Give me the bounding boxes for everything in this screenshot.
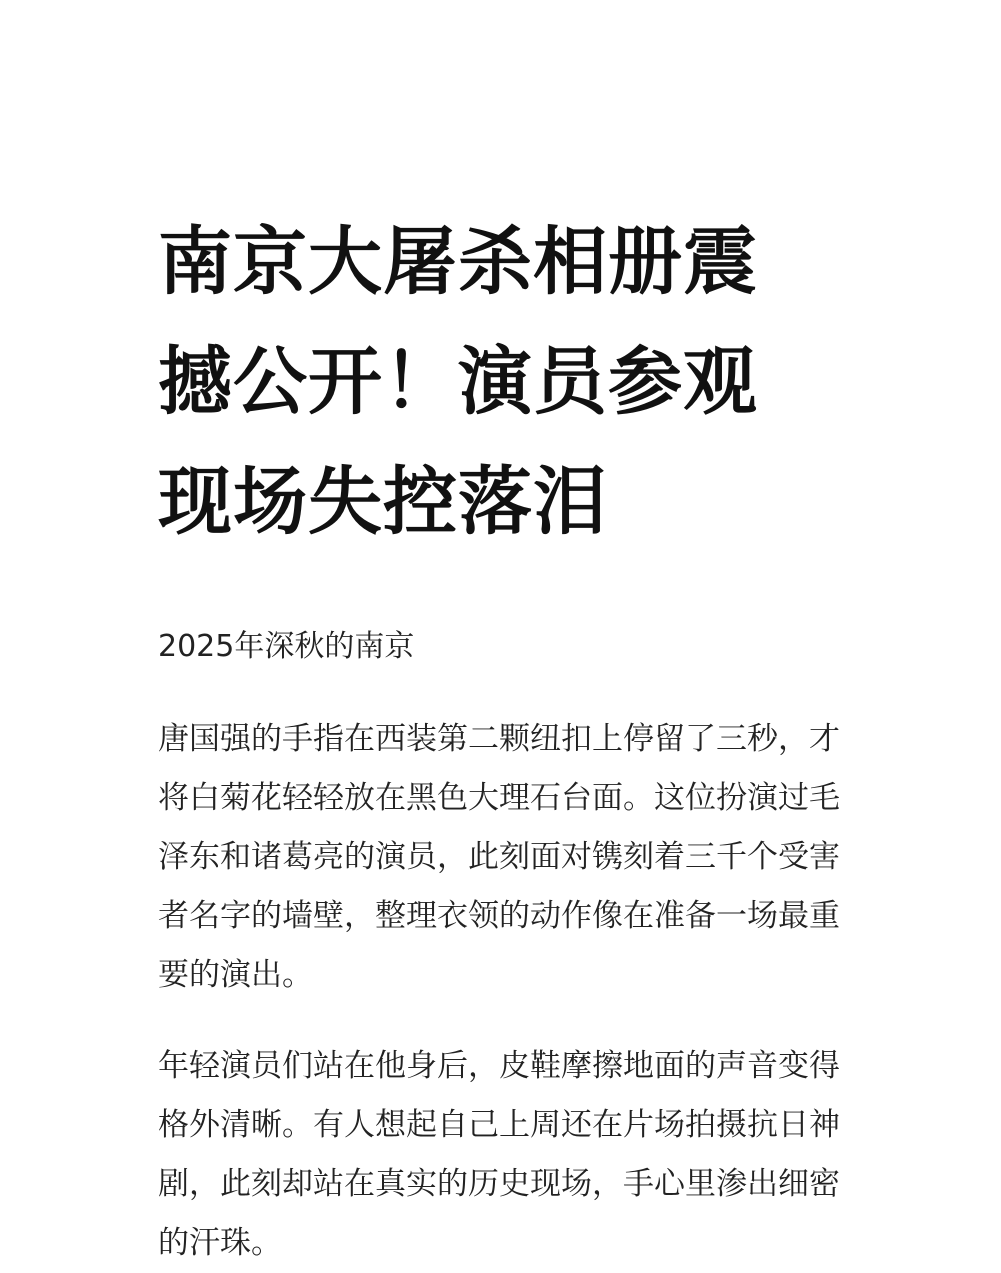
paragraph-line: 唐国强的手指在西装第二颗纽扣上停留了三秒，才 xyxy=(158,721,840,757)
paragraph-line: 格外清晰。有人想起自己上周还在片场拍摄抗日神 xyxy=(158,1107,840,1143)
dateline: 2025年深秋的南京 xyxy=(158,629,415,664)
paragraph-line: 年轻演员们站在他身后，皮鞋摩擦地面的声音变得 xyxy=(158,1048,840,1084)
article-title xyxy=(158,202,933,562)
title-line: 现场失控落泪 xyxy=(158,459,608,545)
paragraph xyxy=(158,1037,933,1273)
paragraph-line: 的汗珠。 xyxy=(158,1225,282,1261)
paragraph-line: 将白菊花轻轻放在黑色大理石台面。这位扮演过毛 xyxy=(158,780,840,816)
paragraph-line: 泽东和诸葛亮的演员，此刻面对镌刻着三千个受害 xyxy=(158,839,840,875)
title-line: 南京大屠杀相册震 xyxy=(158,219,758,305)
paragraph-line: 剧，此刻却站在真实的历史现场，手心里渗出细密 xyxy=(158,1166,840,1202)
paragraph xyxy=(158,710,933,1005)
paragraph-line: 者名字的墙壁，整理衣领的动作像在准备一场最重 xyxy=(158,898,840,934)
title-line: 撼公开！演员参观 xyxy=(158,339,758,425)
paragraph-line: 要的演出。 xyxy=(158,957,313,993)
